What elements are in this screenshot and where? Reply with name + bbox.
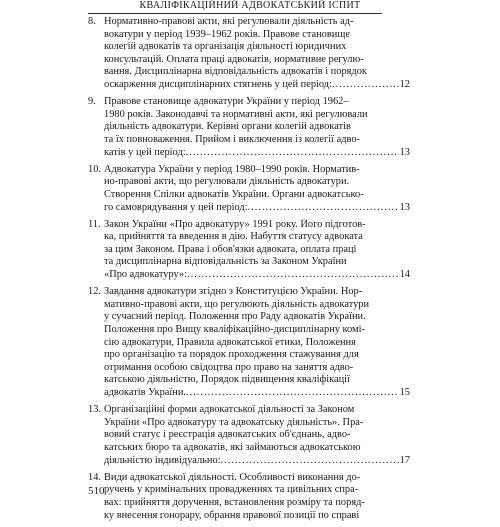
toc-entry-last-line <box>104 202 410 215</box>
running-header-title: КВАЛІФІКАЦІЙНИЙ АДВОКАТСЬКИЙ ІСПИТ <box>139 0 361 11</box>
toc-entry-page: 17 <box>399 454 410 466</box>
toc-entry-text: Правове становище адвокатури України у період 1962– <box>104 96 349 108</box>
toc-entry-last-line <box>104 147 410 160</box>
toc-entry-text: Нормативно-правові акти, які регулювали діяльність ад- <box>104 16 354 27</box>
toc-entry <box>88 472 410 522</box>
toc-entry-number: 14. <box>88 471 101 483</box>
toc-entry-number: 13. <box>88 404 101 416</box>
toc-entry <box>88 286 410 399</box>
toc-entry-text: «Про адвокатуру»: <box>104 269 188 281</box>
toc-entry-number: 9. <box>88 96 96 108</box>
toc-entry-text: ручень у кримінальних провадженнях та цивільних спра- <box>104 484 359 496</box>
toc-entry-text: Завдання адвокатури згідно з Конституцією України. Нор- <box>104 286 363 298</box>
dot-leader <box>332 79 399 92</box>
toc-entry-last-line <box>104 269 410 282</box>
toc-entry-text: Положення про Вищу кваліфікаційно-дисциплінарну комі- <box>104 324 365 336</box>
toc-entry-text: Адвокатура України у період 1980–1990 років. Норматив- <box>104 163 360 175</box>
toc-entry-number: 10. <box>88 163 101 175</box>
toc-entry-text: отримання особою свідоцтва про право на заняття адво- <box>104 361 354 373</box>
toc-entry-text: 1980 років. Законодавчі та нормативні акти, які регулювали <box>104 108 368 120</box>
table-of-contents <box>88 16 410 527</box>
dot-leader <box>186 147 399 160</box>
toc-entry-last-line <box>104 455 410 468</box>
toc-entry-text: вах: прийняття доручення, встановлення розміру та поряд- <box>104 496 365 508</box>
page-number: 510 <box>88 485 105 497</box>
toc-entry <box>88 219 410 282</box>
toc-entry-text: катів у цей період: <box>104 146 186 158</box>
toc-entry-text: го самоврядування у цей період: <box>104 201 248 213</box>
toc-entry-text: діяльність адвокатури. Керівні органи колегій адвокатів <box>104 121 351 133</box>
toc-entry-page: 14 <box>399 269 410 281</box>
toc-entry-text: колегій адвокатів та організація діяльності юридичних <box>104 41 347 53</box>
toc-entry-last-line <box>104 387 410 400</box>
dot-leader <box>186 387 399 400</box>
toc-entry-text: консультацій. Оплата праці адвокатів, нормативне регулю- <box>104 53 364 65</box>
toc-entry-number: 12. <box>88 286 101 298</box>
toc-entry-text: катських бюро та адвокатів, які займаються адвокатською <box>104 441 361 453</box>
toc-entry-page: 12 <box>399 78 410 90</box>
toc-entry-text: Створення Спілки адвокатів України. Органи адвокатсько- <box>104 188 364 200</box>
toc-entry-text: но-правові акти, що регулювали діяльність адвокатури. <box>104 176 350 188</box>
toc-entry-page: 13 <box>399 146 410 158</box>
toc-entry-text: Організаційні форми адвокатської діяльності за Законом <box>104 404 355 416</box>
toc-entry-text: у сучасний період. Положення про Раду адвокатів України. <box>104 311 366 323</box>
toc-entry-number: 11. <box>88 218 101 230</box>
toc-entry-text: Види адвокатської діяльності. Особливості виконання до- <box>104 471 361 483</box>
dot-leader <box>248 202 399 215</box>
toc-entry-text: України «Про адвокатуру та адвокатську діяльність». Пра- <box>104 416 364 428</box>
dot-leader <box>221 455 399 468</box>
toc-entry-last-line <box>104 79 410 92</box>
toc-entry-text: та дисциплінарна відповідальність за Законом України <box>104 256 347 268</box>
toc-entry-number: 8. <box>88 16 96 27</box>
running-header <box>0 0 500 14</box>
toc-entry <box>88 164 410 214</box>
toc-entry <box>88 96 410 159</box>
toc-entry-text: катською діяльністю, Порядок підвищення кваліфікації <box>104 374 350 386</box>
toc-entry-text: за цим Законом. Права і обов'язки адвоката, оплата праці <box>104 243 357 255</box>
toc-entry-text: сію адвокатури, Правила адвокатської етики, Положення <box>104 336 356 348</box>
dot-leader <box>187 269 399 282</box>
toc-entry-text: ка, прийняття та введення в дію. Набуття статусу адвоката <box>104 231 363 243</box>
toc-entry-text: мативно-правові акти, що регулюють діяльність адвокатури <box>104 298 370 310</box>
toc-entry-text: оскарження дисциплінарних стягнень у цей період: <box>104 78 332 90</box>
toc-entry-page: 13 <box>399 201 410 213</box>
toc-entry-page: 15 <box>399 387 410 398</box>
toc-entry-text: вовий статус і реєстрація адвокатських об'єднань, адво- <box>104 429 351 441</box>
header-rule <box>88 13 382 14</box>
toc-entry <box>88 404 410 467</box>
toc-entry-text: вання. Дисциплінарна відповідальність адвокатів і порядок <box>104 66 367 78</box>
toc-entry-text: про організацію та порядок проходження стажування для <box>104 349 359 361</box>
toc-entry <box>88 16 410 92</box>
toc-entry-text: ку внесення гонорару, обрання правової позиції по справі <box>104 509 360 521</box>
toc-entry-text: Закон України «Про адвокатуру» 1991 року. Його підготов- <box>104 218 366 230</box>
toc-entry-text: вокатури у період 1939–1962 років. Правове становище <box>104 28 350 40</box>
toc-entry-text: діяльністю індивідуально: <box>104 454 221 466</box>
toc-entry-text: адвокатів України. <box>104 387 186 398</box>
toc-entry-text: та їх повноваження. Прийом і виключення із колегії адво- <box>104 133 360 145</box>
